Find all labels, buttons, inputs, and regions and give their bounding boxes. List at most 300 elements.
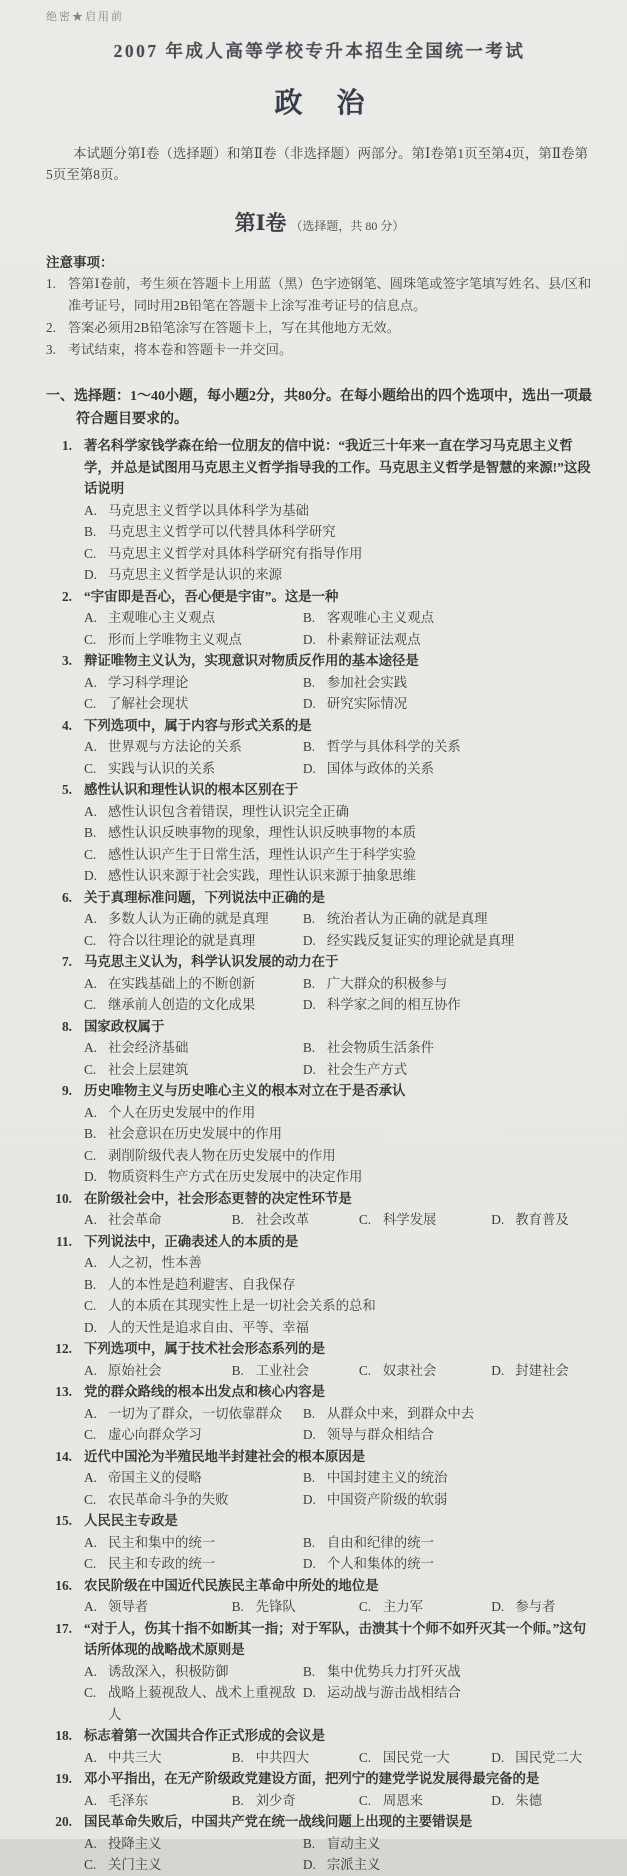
option <box>303 973 593 995</box>
option-label: C. <box>84 631 97 647</box>
option-text: 马克思主义哲学以具体科学为基础 <box>108 502 309 518</box>
option-text: 原始社会 <box>108 1362 162 1378</box>
option-label: C. <box>84 997 97 1012</box>
option <box>303 1553 593 1575</box>
option-label: B. <box>84 825 97 840</box>
option-group <box>46 500 593 586</box>
option-group <box>46 672 593 715</box>
question-number: 19. <box>55 1771 72 1786</box>
question-number: 20. <box>55 1814 72 1829</box>
notice-text: 考试结束，将本卷和答题卡一并交回。 <box>68 342 293 357</box>
option-label: D. <box>302 631 316 647</box>
question-stem-text: 标志着第一次国共合作正式形成的会议是 <box>84 1728 326 1743</box>
option-label: B. <box>84 524 97 539</box>
option-text: 实践与认识的关系 <box>108 760 216 776</box>
option-label: D. <box>302 1556 316 1571</box>
option-label: B. <box>302 1663 316 1679</box>
intro-paragraph: 本试题分第Ⅰ卷（选择题）和第Ⅱ卷（非选择题）两部分。第Ⅰ卷第1页至第4页，第Ⅱ卷第5页至第8页。 <box>46 146 589 182</box>
option-group <box>46 1037 593 1080</box>
option <box>84 930 303 952</box>
option-text: 社会上层建筑 <box>108 1061 189 1077</box>
option-label: B. <box>302 1534 316 1550</box>
question <box>46 1231 593 1339</box>
option-text: 马克思主义哲学是认识的来源 <box>108 567 283 582</box>
option-label: D. <box>491 1792 505 1808</box>
option-text: 刘少奇 <box>255 1792 296 1808</box>
notes-title: 注意事项： <box>46 255 114 270</box>
option <box>84 672 303 694</box>
notice-text: 答第Ⅰ卷前，考生须在答题卡上用蓝（黑）色字迹钢笔、圆珠笔或签字笔填写姓名、县/区和准考证号，同时用2B铅笔在答题卡上涂写准考证号的信息点。 <box>68 276 592 313</box>
option-text: 朴素辩证法观点 <box>326 631 421 647</box>
option <box>84 758 303 780</box>
question <box>46 1446 593 1511</box>
option-text: 社会革命 <box>108 1212 162 1227</box>
option-label: B. <box>84 1126 97 1141</box>
option <box>303 994 593 1016</box>
option <box>491 1747 593 1769</box>
option-label: C. <box>358 1792 372 1808</box>
option <box>303 693 593 715</box>
option-text: 了解社会现状 <box>108 696 189 711</box>
option-label: A. <box>84 1405 98 1421</box>
option-text: 宗派主义 <box>326 1857 381 1872</box>
option <box>84 1467 303 1489</box>
option <box>491 1596 593 1618</box>
question-number: 13. <box>55 1384 72 1399</box>
question-stem <box>46 1016 593 1038</box>
question-stem <box>46 1338 593 1360</box>
question-number: 18. <box>55 1728 72 1743</box>
option <box>84 1295 593 1317</box>
question <box>46 1080 593 1188</box>
question <box>46 1510 593 1575</box>
option <box>303 1682 593 1725</box>
question-stem-text: 下列选项中，属于内容与形式关系的是 <box>84 717 312 733</box>
option-text: 自由和纪律的统一 <box>326 1534 434 1550</box>
question-stem <box>46 1231 593 1253</box>
question-stem <box>46 1811 593 1833</box>
option-text: 盲动主义 <box>326 1835 381 1851</box>
option-label: C. <box>84 545 97 561</box>
option <box>232 1209 359 1231</box>
option-group <box>46 607 593 650</box>
question-stem-text: 在阶级社会中，社会形态更替的决定性环节是 <box>84 1190 352 1206</box>
option <box>303 607 593 629</box>
option <box>232 1747 359 1769</box>
option-text: 社会意识在历史发展中的作用 <box>108 1126 283 1141</box>
option <box>84 801 593 823</box>
option-label: B. <box>302 674 316 690</box>
option <box>84 1790 232 1812</box>
option-text: 广大群众的积极参与 <box>326 975 448 991</box>
option-label: B. <box>231 1599 244 1614</box>
option <box>84 1854 303 1876</box>
question-stem-text: 近代中国沦为半殖民地半封建社会的根本原因是 <box>84 1448 366 1464</box>
option <box>84 1403 303 1425</box>
option-label: D. <box>302 1491 316 1507</box>
option <box>84 607 303 629</box>
option <box>84 1317 593 1339</box>
question-number: 17. <box>55 1620 72 1636</box>
classification-label: 绝密★启用前 <box>46 11 124 23</box>
question-stem <box>46 1618 593 1661</box>
option-label: D. <box>302 997 316 1012</box>
option-text: 参加社会实践 <box>326 674 408 690</box>
question-stem-text: 马克思主义认为，科学认识发展的动力在于 <box>84 954 339 969</box>
option-text: 毛泽东 <box>108 1792 149 1808</box>
option-label: A. <box>84 1255 98 1270</box>
option-text: 感性认识反映事物的现象，理性认识反映事物的本质 <box>108 825 416 840</box>
option <box>84 500 593 522</box>
section-heading: 一、选择题：1～40小题，每小题2分，共80分。在每小题给出的四个选项中，选出一项最符合题目要求的。 <box>46 389 592 427</box>
notice-number: 3. <box>46 342 56 357</box>
option-label: B. <box>231 1792 244 1808</box>
option <box>303 629 593 651</box>
option <box>84 1252 593 1274</box>
option-label: D. <box>84 868 98 883</box>
option-text: 社会改革 <box>255 1212 310 1227</box>
option-group <box>46 973 593 1016</box>
option <box>303 1467 593 1489</box>
option <box>84 844 593 866</box>
option <box>84 1123 593 1145</box>
option-label: D. <box>302 1427 316 1442</box>
question-stem-text: 下列说法中，正确表述人的本质的是 <box>84 1233 299 1249</box>
option-label: A. <box>84 610 98 625</box>
exam-title: 2007 年成人高等学校专升本招生全国统一考试 <box>113 41 526 61</box>
question <box>46 1016 593 1081</box>
option-text: 中共四大 <box>255 1749 310 1765</box>
option-label: C. <box>84 1298 97 1313</box>
option <box>84 865 593 887</box>
option-text: 农民革命斗争的失败 <box>108 1491 229 1507</box>
option-text: 物质资料生产方式在历史发展中的决定作用 <box>108 1169 363 1184</box>
option-text: 世界观与方法论的关系 <box>108 739 242 754</box>
option-text: 社会经济基础 <box>108 1040 189 1055</box>
option <box>303 1833 593 1855</box>
question-stem <box>46 1768 593 1790</box>
option-text: 人的本质在其现实性上是一切社会关系的总和 <box>108 1298 376 1313</box>
option <box>232 1790 359 1812</box>
option-text: 剥削阶级代表人物在历史发展中的作用 <box>108 1147 336 1163</box>
option <box>303 736 593 758</box>
option-group <box>46 908 593 951</box>
option <box>359 1596 491 1618</box>
option <box>84 1360 232 1382</box>
option-label: B. <box>231 1749 244 1765</box>
question-number: 16. <box>55 1577 72 1593</box>
option-text: 运动战与游击战相结合 <box>326 1685 461 1700</box>
option-label: A. <box>84 1663 98 1679</box>
question-stem-text: 党的群众路线的根本出发点和核心内容是 <box>84 1384 326 1399</box>
option-text: 领导者 <box>108 1599 149 1614</box>
question-number: 1. <box>61 438 72 453</box>
option <box>303 672 593 694</box>
option-text: 个人在历史发展中的作用 <box>108 1104 256 1120</box>
question <box>46 951 593 1016</box>
subject-title: 政治 <box>274 88 399 119</box>
option-label: C. <box>84 1556 97 1571</box>
option-text: 朱德 <box>515 1792 542 1808</box>
option-label: B. <box>302 1835 316 1851</box>
option <box>303 908 593 930</box>
option-text: 哲学与具体科学的关系 <box>326 739 461 754</box>
option <box>232 1360 359 1382</box>
question-stem-text: 历史唯物主义与历史唯心主义的根本对立在于是否承认 <box>84 1083 406 1098</box>
option <box>303 930 593 952</box>
notes-list <box>46 273 593 361</box>
option-label: A. <box>84 1212 98 1227</box>
question-number: 5. <box>61 782 72 797</box>
question-number: 8. <box>61 1018 72 1034</box>
question <box>46 1618 593 1726</box>
question-stem <box>46 779 593 801</box>
option-group <box>46 1102 593 1188</box>
question <box>46 586 593 651</box>
option-group <box>46 736 593 779</box>
question-number: 11. <box>56 1233 72 1249</box>
option-label: C. <box>84 932 97 948</box>
option-text: 一切为了群众，一切依靠群众 <box>108 1405 283 1421</box>
option-text: 感性认识包含着错误，理性认识完全正确 <box>108 803 350 819</box>
option-label: A. <box>84 1792 98 1808</box>
option <box>84 994 303 1016</box>
question <box>46 1725 593 1768</box>
option-label: D. <box>302 696 316 711</box>
notice-item <box>46 273 593 317</box>
option-text: 中国资产阶级的软弱 <box>326 1491 448 1507</box>
option-label: B. <box>231 1362 244 1378</box>
option-text: 研究实际情况 <box>326 696 408 711</box>
option <box>84 1489 303 1511</box>
option-label: B. <box>84 1276 97 1292</box>
question-stem <box>46 1575 593 1597</box>
notice-text: 答案必须用2B铅笔涂写在答题卡上，写在其他地方无效。 <box>68 320 400 335</box>
option <box>303 1489 593 1511</box>
question <box>46 1381 593 1446</box>
option-label: C. <box>358 1362 372 1378</box>
option-label: A. <box>84 1470 98 1485</box>
option-label: D. <box>302 1685 316 1700</box>
question-stem-text: 国家政权属于 <box>84 1018 165 1034</box>
option-group <box>46 1360 593 1382</box>
option-label: B. <box>231 1212 244 1227</box>
question <box>46 435 593 586</box>
question-number: 6. <box>61 889 72 905</box>
question-stem <box>46 1446 593 1468</box>
option <box>303 1532 593 1554</box>
option-label: C. <box>84 1491 97 1507</box>
option <box>84 1747 232 1769</box>
option <box>303 758 593 780</box>
option <box>303 1037 593 1059</box>
option-text: 感性认识产生于日常生活，理性认识产生于科学实验 <box>108 846 416 862</box>
option <box>303 1403 593 1425</box>
option-text: 人的天性是追求自由、平等、幸福 <box>108 1319 309 1335</box>
option-group <box>46 801 593 887</box>
option <box>303 1854 593 1876</box>
question-list <box>46 435 593 1876</box>
option <box>84 736 303 758</box>
question-stem <box>46 1725 593 1747</box>
option <box>84 1145 593 1167</box>
option-text: 主观唯心主义观点 <box>108 610 216 625</box>
option-text: 关门主义 <box>108 1857 162 1872</box>
question-stem <box>46 1080 593 1102</box>
question <box>46 1338 593 1381</box>
option <box>84 1037 303 1059</box>
option-label: B. <box>302 1470 316 1485</box>
option-text: 封建社会 <box>515 1362 569 1378</box>
option-text: 个人和集体的统一 <box>326 1556 434 1571</box>
option-text: 投降主义 <box>108 1835 162 1851</box>
option-text: 统治者认为正确的就是真理 <box>326 911 488 926</box>
option-label: A. <box>84 1599 98 1614</box>
option-text: 国体与政体的关系 <box>326 760 434 776</box>
option-label: A. <box>84 674 98 690</box>
option-text: 客观唯心主义观点 <box>326 610 434 625</box>
option-label: A. <box>84 803 98 819</box>
option-text: 先锋队 <box>255 1599 296 1614</box>
option <box>84 1833 303 1855</box>
option-group <box>46 1467 593 1510</box>
option-label: A. <box>84 1534 98 1550</box>
question-number: 12. <box>55 1341 72 1356</box>
notice-number: 2. <box>46 320 56 335</box>
question-number: 2. <box>61 588 72 604</box>
option-text: 参与者 <box>515 1599 556 1614</box>
part-heading <box>46 207 593 237</box>
question-stem-text: 辩证唯物主义认为，实现意识对物质反作用的基本途径是 <box>84 653 419 668</box>
option-group <box>46 1209 593 1231</box>
option-label: C. <box>84 1685 97 1700</box>
question <box>46 650 593 715</box>
option-label: B. <box>302 975 316 991</box>
option-text: 领导与群众相结合 <box>326 1427 434 1442</box>
question-stem <box>46 1510 593 1532</box>
option-label: B. <box>302 739 316 754</box>
option-label: D. <box>302 1061 316 1077</box>
question-number: 4. <box>61 717 72 733</box>
option-label: A. <box>84 1104 98 1120</box>
option <box>84 1424 303 1446</box>
notice-number: 1. <box>46 276 56 291</box>
option-text: 继承前人创造的文化成果 <box>108 997 256 1012</box>
question <box>46 887 593 952</box>
option <box>84 1532 303 1554</box>
option <box>84 1209 232 1231</box>
question <box>46 1188 593 1231</box>
option-label: A. <box>84 911 98 926</box>
option-label: D. <box>302 760 316 776</box>
option <box>84 1274 593 1296</box>
question-number: 7. <box>61 954 72 969</box>
part-subtitle: （选择题，共 80 分） <box>290 219 405 233</box>
option <box>359 1209 491 1231</box>
option-text: 人的本性是趋利避害、自我保存 <box>108 1276 296 1292</box>
option-text: 多数人认为正确的就是真理 <box>108 911 269 926</box>
option <box>84 1166 593 1188</box>
option-text: 经实践反复证实的理论就是真理 <box>326 932 515 948</box>
option-group <box>46 1747 593 1769</box>
option <box>84 822 593 844</box>
option-text: 帝国主义的侵略 <box>108 1470 202 1485</box>
option-label: A. <box>84 1362 98 1378</box>
option <box>84 543 593 565</box>
option <box>84 973 303 995</box>
option-label: A. <box>84 1749 98 1765</box>
option-text: 民主和专政的统一 <box>108 1556 216 1571</box>
option-label: B. <box>302 1040 316 1055</box>
option-label: C. <box>84 696 97 711</box>
option-text: 马克思主义哲学可以代替具体科学研究 <box>108 524 336 539</box>
option <box>84 908 303 930</box>
question-stem-text: 著名科学家钱学森在给一位朋友的信中说：“我近三十年来一直在学习马克思主义哲学，并总是试图用马克思主义哲学指导我的工作。马克思主义哲学是智慧的来源!”这段话说明 <box>84 438 591 496</box>
option-text: 中国封建主义的统治 <box>326 1470 448 1485</box>
option <box>491 1209 593 1231</box>
option <box>303 1059 593 1081</box>
question-number: 9. <box>61 1083 72 1098</box>
option-group <box>46 1790 593 1812</box>
question-stem <box>46 887 593 909</box>
option-label: A. <box>84 1835 98 1851</box>
option-text: 工业社会 <box>255 1362 310 1378</box>
option-label: D. <box>302 1857 316 1872</box>
option-label: D. <box>84 1319 98 1335</box>
question-number: 14. <box>55 1448 72 1464</box>
option <box>84 1102 593 1124</box>
question-number: 15. <box>55 1513 72 1528</box>
option-label: C. <box>358 1599 372 1614</box>
option-label: C. <box>84 1147 97 1163</box>
option-label: A. <box>84 1040 98 1055</box>
option <box>84 1682 303 1725</box>
option <box>359 1790 491 1812</box>
option-text: 周恩来 <box>382 1792 424 1808</box>
option <box>84 1059 303 1081</box>
option-group <box>46 1532 593 1575</box>
question-stem <box>46 951 593 973</box>
option-group <box>46 1596 593 1618</box>
question <box>46 715 593 780</box>
option-label: A. <box>84 739 98 754</box>
option-label: D. <box>491 1599 505 1614</box>
option-label: D. <box>491 1212 505 1227</box>
question <box>46 779 593 887</box>
question-number: 3. <box>61 653 72 668</box>
question <box>46 1811 593 1876</box>
question-number: 10. <box>55 1190 72 1206</box>
option <box>491 1790 593 1812</box>
option-group <box>46 1403 593 1446</box>
option-label: D. <box>84 567 98 582</box>
option-label: B. <box>302 610 316 625</box>
option <box>84 693 303 715</box>
notice-item <box>46 317 593 339</box>
option-text: 主力军 <box>382 1599 424 1614</box>
question-stem-text: 关于真理标准问题，下列说法中正确的是 <box>84 889 326 905</box>
option <box>84 1553 303 1575</box>
question-stem <box>46 435 593 500</box>
question <box>46 1575 593 1618</box>
option-text: 科学发展 <box>382 1212 437 1227</box>
option-label: C. <box>358 1749 372 1765</box>
option-text: 从群众中来，到群众中去 <box>326 1405 475 1421</box>
option-text: 人之初，性本善 <box>108 1255 202 1270</box>
question-stem-text: 国民革命失败后，中国共产党在统一战线问题上出现的主要错误是 <box>84 1814 473 1829</box>
option-text: 符合以往理论的就是真理 <box>108 932 256 948</box>
option-label: A. <box>84 502 98 518</box>
